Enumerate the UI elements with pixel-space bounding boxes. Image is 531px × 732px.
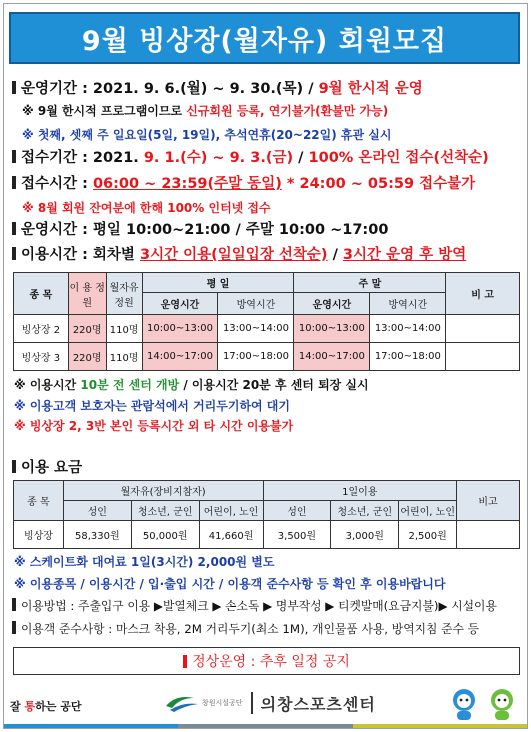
logo-name: 의창스포츠센터	[260, 694, 376, 714]
fee-section-title-text: 이용 요금	[21, 460, 83, 476]
logo-divider	[251, 692, 253, 714]
row-we-run: 10:00~13:00	[294, 315, 370, 343]
row-note	[446, 315, 520, 343]
row-monthly: 110명	[106, 343, 142, 371]
fee-header-m-youth: 청소년, 군인	[131, 501, 199, 521]
reception-label: 접수기간 : 2021.	[21, 150, 144, 166]
footer-strip-blue	[4, 724, 178, 728]
fee-header-m-child: 어린이, 노인	[199, 501, 263, 521]
period-note-1-text: ※ 9월 한시적 프로그램이므로	[22, 104, 187, 118]
fee-header-monthly: 월자유(장비지참자)	[63, 481, 263, 501]
user-rules	[12, 620, 479, 638]
header-item: 종 목	[14, 273, 69, 315]
fee-m-child: 41,660원	[199, 521, 263, 549]
bullet-mark	[12, 598, 16, 611]
operating-time	[12, 221, 388, 239]
footer-strip-yellow	[353, 724, 527, 728]
footer-slogan-pre: 잘	[10, 700, 25, 713]
page-title: 9월 빙상장(월자유) 회원모집	[81, 25, 448, 57]
usage-time-part1: 3시간 이용(일일입장 선착순)	[140, 247, 328, 263]
row-monthly: 110명	[106, 315, 142, 343]
reception-sep: /	[293, 150, 309, 166]
header-we-clean: 방역시간	[370, 293, 446, 315]
row-wd-run: 10:00~13:00	[142, 315, 218, 343]
user-rules-text: 이용객 준수사항 : 마스크 착용, 2M 거리두기(최소 1M), 개인물품 사용, 방역지침 준수 등	[21, 622, 480, 636]
reception-dates: 9. 1.(수) ~ 9. 3.(금)	[143, 150, 294, 166]
table-row	[14, 315, 520, 343]
fee-note-1: ※ 스케이트화 대여료 1일(3시간) 2,000원 별도	[14, 555, 275, 569]
table-note-3: ※ 빙상장 2, 3반 본인 등록시간 외 타 시간 이용불가	[14, 419, 294, 433]
reception-time-note: ※ 8월 회원 잔여분에 한해 100% 인터넷 접수	[22, 201, 271, 215]
bullet-mark	[12, 81, 16, 94]
center-logo	[164, 688, 384, 718]
reception-time-value: 06:00 ~ 23:59(주말 동일)	[92, 176, 282, 192]
fee-m-youth: 50,000원	[131, 521, 199, 549]
header-wd-run: 운영시간	[142, 293, 218, 315]
reception-mode: 100% 온라인 접수(선착순)	[308, 150, 489, 166]
operating-time-text: 운영시간 : 평일 10:00~21:00 / 주말 10:00 ~17:00	[21, 222, 389, 238]
fee-d-child: 2,500원	[399, 521, 457, 549]
header-wd-clean: 방역시간	[218, 293, 294, 315]
header-we-run: 운영시간	[294, 293, 370, 315]
table-note-2: ※ 이용고객 보호자는 관람석에서 거리두기하여 대기	[14, 399, 290, 413]
fee-header-m-adult: 성인	[63, 501, 131, 521]
table-note-1-green: 10분 전 센터 개방	[80, 378, 180, 392]
header-monthly: 월자유 정원	[106, 273, 142, 315]
footer	[4, 684, 527, 728]
fee-note-2: ※ 이용종목 / 이용시간 / 입·출입 시간 / 이용객 준수사항 등 확인 후 이용바랍니다	[14, 577, 446, 591]
fee-header-d-child: 어린이, 노인	[399, 501, 457, 521]
bullet-mark	[12, 176, 16, 189]
fee-row-name: 빙상장	[14, 521, 64, 549]
fee-header-note: 비고	[457, 481, 520, 521]
footer-strip-gray	[178, 724, 353, 728]
fee-header-item: 종 목	[14, 481, 64, 521]
period-note-1	[22, 102, 388, 120]
table-note-1-post: / 이용시간 20분 후 센터 퇴장 실시	[179, 378, 369, 392]
bullet-mark	[12, 621, 16, 634]
mascot-icon	[444, 686, 524, 722]
table-note-1	[14, 376, 369, 394]
operating-period	[12, 80, 423, 98]
operating-period-highlight: 9월 한시적 운영	[318, 81, 423, 97]
reception-time-label: 접수시간 :	[21, 176, 93, 192]
row-capacity: 220명	[68, 315, 106, 343]
footer-slogan-red: 통	[24, 700, 36, 713]
bullet-mark	[12, 247, 16, 260]
header-capacity: 이 용 정 원	[68, 273, 106, 315]
notice-text: 정상운영 : 추후 일정 공지	[192, 654, 350, 670]
usage-method	[12, 597, 497, 615]
title-banner	[9, 12, 520, 64]
period-note-2: ※ 첫째, 셋째 주 일요일(5일, 19일), 추석연휴(20~22일) 휴관 실시	[22, 128, 392, 142]
operating-period-label: 운영기간 : 2021. 9. 6.(월) ~ 9. 30.(목) /	[21, 81, 319, 97]
logo-small-text: 창원시설공단	[202, 699, 243, 707]
row-we-clean: 17:00~18:00	[370, 343, 446, 371]
reception-period	[12, 149, 489, 167]
usage-time-part2: 3시간 운영 후 방역	[342, 247, 467, 263]
bullet-mark	[12, 222, 16, 235]
table-row	[14, 521, 520, 549]
schedule-table	[13, 272, 520, 371]
footer-slogan	[10, 698, 81, 714]
swoosh-logo-icon	[164, 692, 200, 714]
notice-box	[13, 647, 520, 675]
usage-method-text: 이용방법 : 주출입구 이용 ▶발열체크 ▶ 손소독 ▶ 명부작성 ▶ 티켓발매(요금지불)▶ 시설이용	[21, 599, 497, 613]
fee-m-adult: 58,330원	[63, 521, 131, 549]
usage-time-label: 이용시간 : 회차별	[21, 247, 140, 263]
row-wd-run: 14:00~17:00	[142, 343, 218, 371]
reception-time	[12, 175, 475, 193]
row-wd-clean: 17:00~18:00	[218, 343, 294, 371]
fee-header-d-youth: 청소년, 군인	[331, 501, 399, 521]
fee-section-title	[12, 456, 82, 477]
bullet-mark	[183, 655, 187, 668]
fee-note	[457, 521, 520, 549]
header-note: 비 고	[446, 273, 520, 315]
row-we-run: 14:00~17:00	[294, 343, 370, 371]
header-weekend: 주 말	[294, 273, 446, 293]
usage-time-sep: /	[327, 247, 343, 263]
row-we-clean: 13:00~14:00	[370, 315, 446, 343]
usage-time	[12, 246, 466, 264]
footer-slogan-post: 하는 공단	[35, 700, 82, 713]
row-note	[446, 343, 520, 371]
row-capacity: 220명	[68, 343, 106, 371]
row-name: 빙상장 2	[14, 315, 69, 343]
fee-table	[13, 480, 520, 549]
fee-d-adult: 3,500원	[263, 521, 331, 549]
reception-time-extra: * 24:00 ~ 05:59 접수불가	[281, 176, 476, 192]
fee-d-youth: 3,000원	[331, 521, 399, 549]
table-row	[14, 343, 520, 371]
header-weekday: 평 일	[142, 273, 294, 293]
table-note-1-pre: ※ 이용시간	[14, 378, 81, 392]
period-note-1-red: 신규회원 등록, 연기불가(환불만 가능)	[186, 104, 389, 118]
fee-header-daily: 1일이용	[263, 481, 457, 501]
bullet-mark	[12, 150, 16, 163]
row-wd-clean: 13:00~14:00	[218, 315, 294, 343]
fee-header-d-adult: 성인	[263, 501, 331, 521]
row-name: 빙상장 3	[14, 343, 69, 371]
bullet-mark	[12, 460, 16, 473]
